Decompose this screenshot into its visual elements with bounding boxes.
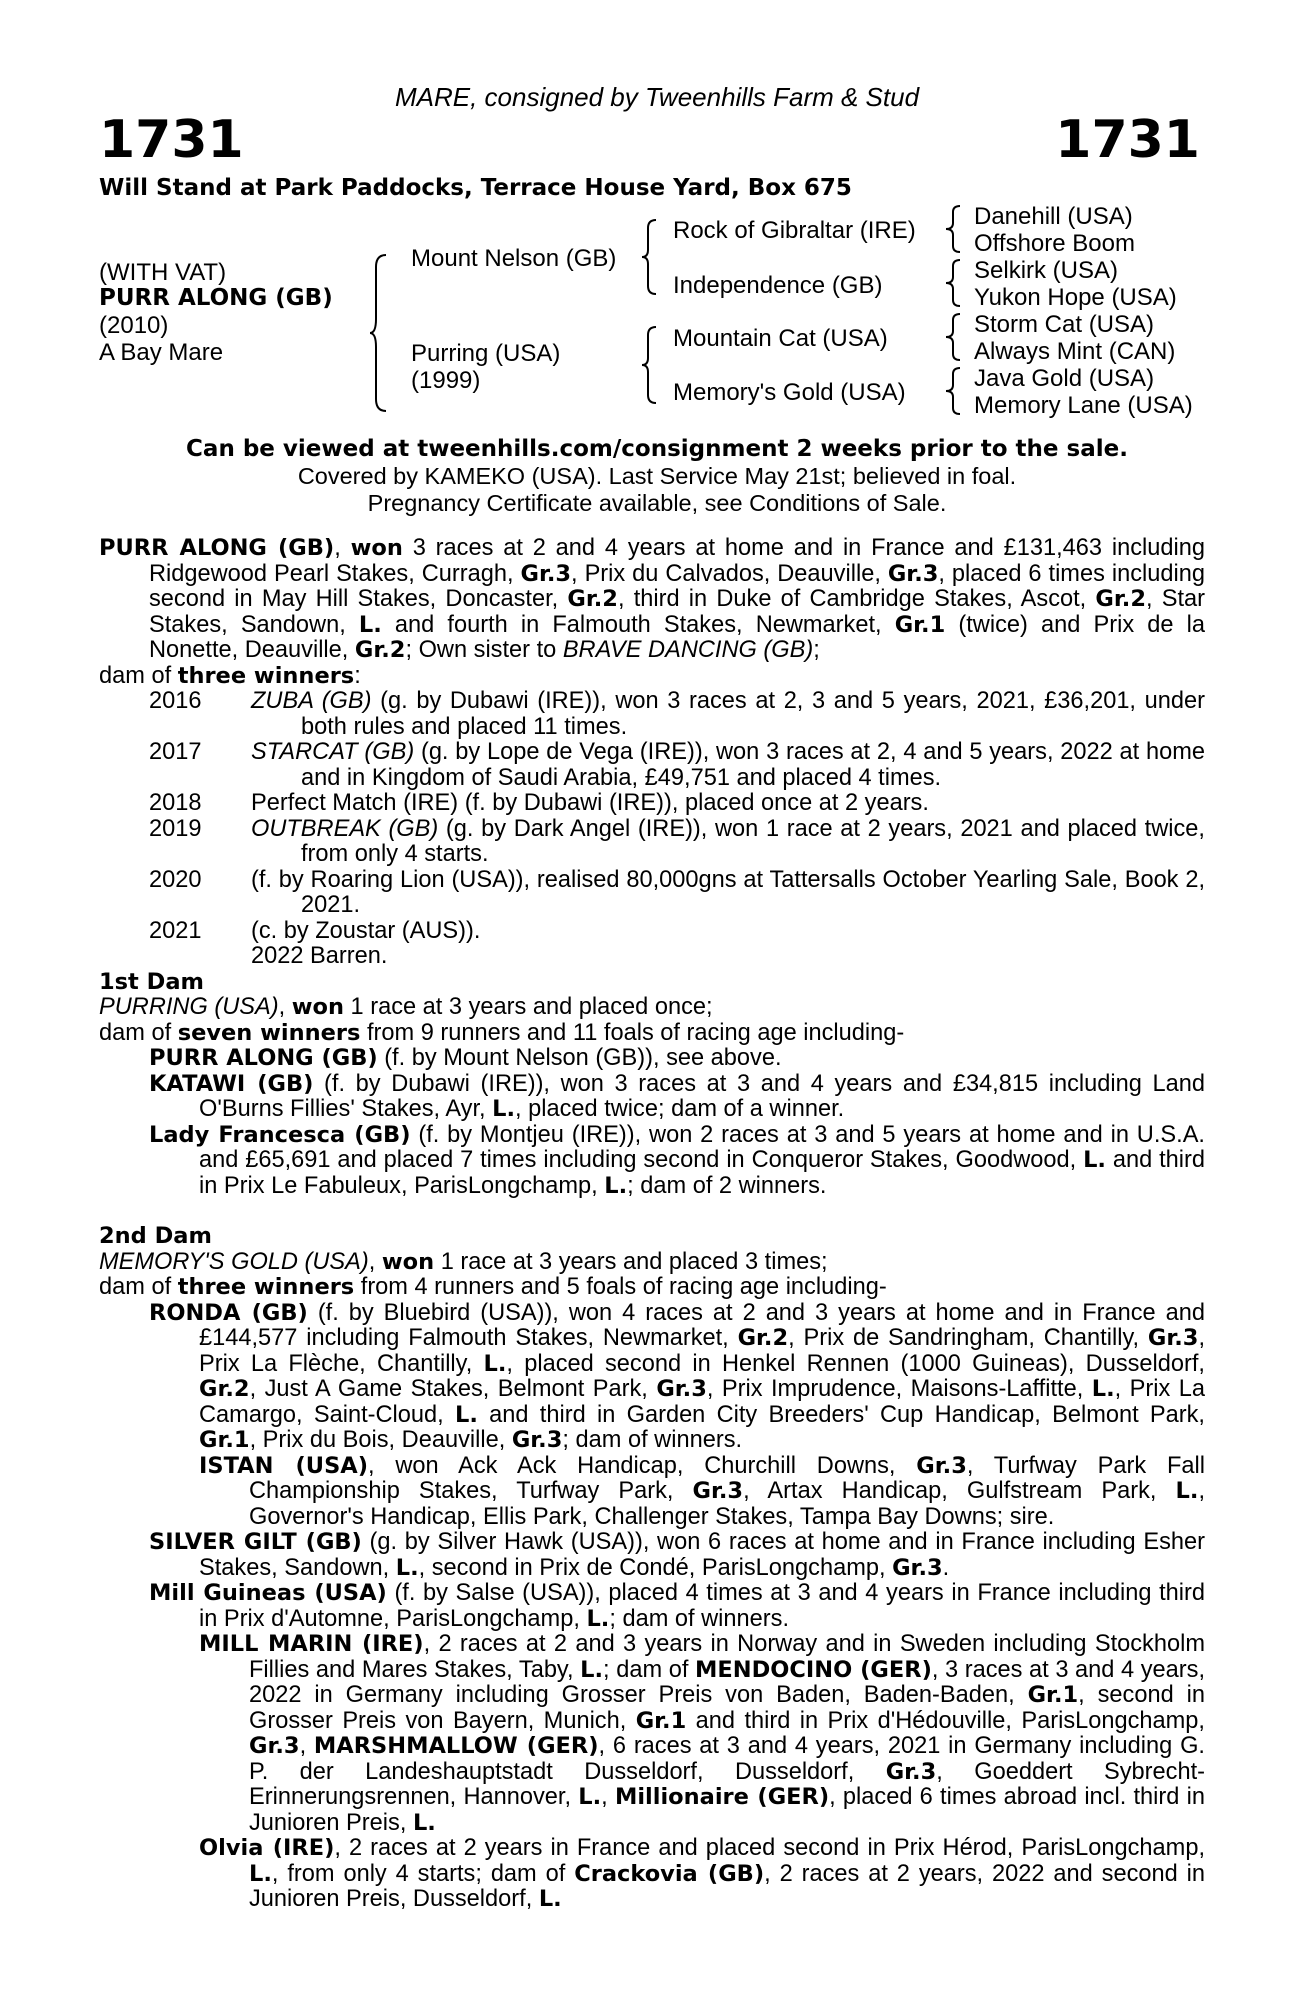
grandsire-3: Mountain Cat (USA)	[673, 325, 888, 352]
progeny-row: 2018 Perfect Match (IRE) (f. by Dubawi (IRE)), placed once at 2 years.	[99, 791, 1205, 817]
vat-note: (WITH VAT)	[99, 259, 227, 286]
second-dam-record: MEMORY'S GOLD (USA), won 1 race at 3 years and placed 3 times;	[99, 1248, 828, 1275]
horse-name: PURR ALONG (GB)	[99, 285, 333, 311]
dam-line-brace	[642, 325, 660, 405]
horse-description: A Bay Mare	[99, 339, 224, 366]
produce-entry: PURR ALONG (GB) (f. by Mount Nelson (GB)), see above.	[149, 1045, 782, 1071]
first-dam-produce: dam of seven winners from 9 runners and 11 foals of racing age including-	[99, 1019, 905, 1046]
progeny-year: 2020	[149, 866, 202, 893]
produce-entry: SILVER GILT (GB) (g. by Silver Hawk (USA)), won 6 races at home and in France including Esher Stakes, Sandown, L., second in Prix de Condé, ParisLongchamp, Gr.3.	[149, 1529, 1205, 1581]
ggs-brace-4	[946, 366, 962, 416]
great-grandsire-7: Java Gold (USA)	[974, 365, 1155, 392]
progeny-row: 2019 OUTBREAK (GB) (g. by Dark Angel (IRE)), won 1 race at 2 years, 2021 and placed twice, from only 4 starts.	[99, 817, 1205, 868]
produce-entry: Mill Guineas (USA) (f. by Salse (USA)), placed 4 times at 3 and 4 years in France including third in Prix d'Automne, ParisLongchamp, L.; dam of winners.	[149, 1580, 1206, 1632]
pregnancy-notice: Pregnancy Certificate available, see Conditions of Sale.	[367, 490, 947, 517]
progeny-year: 2017	[149, 739, 202, 765]
dam-year: (1999)	[411, 367, 481, 394]
lot-number-left: 1731	[99, 110, 244, 170]
dam-name: Purring (USA)	[411, 340, 561, 367]
horse-year: (2010)	[99, 312, 169, 339]
progeny-year: 2018	[149, 790, 202, 816]
produce-entry: KATAWI (GB) (f. by Dubawi (IRE)), won 3 races at 3 and 4 years and £34,815 including Land O'Burns Fillies' Stakes, Ayr, L., placed twice; dam of a winner.	[149, 1070, 1205, 1122]
grandsire-4: Memory's Gold (USA)	[673, 379, 906, 406]
sire-dam-brace	[370, 253, 390, 413]
grandsire-2: Independence (GB)	[673, 272, 883, 299]
sire-line-brace	[642, 218, 660, 296]
great-grandsire-8: Memory Lane (USA)	[974, 392, 1193, 419]
great-grandsire-4: Yukon Hope (USA)	[974, 284, 1177, 311]
second-dam-heading: 2nd Dam	[99, 1223, 212, 1249]
produce-entry: Lady Francesca (GB) (f. by Montjeu (IRE)), won 2 races at 3 and 5 years at home and in U.S.A. and £65,691 and placed 7 times including second in Conqueror Stakes, Goodwood, L. and third in Prix Le Fabuleux, ParisLongchamp, L.; dam of 2 winners.	[149, 1121, 1205, 1199]
first-dam-heading: 1st Dam	[99, 968, 204, 995]
progeny-row: 2017 STARCAT (GB) (g. by Lope de Vega (IRE)), won 3 races at 2, 4 and 5 years, 2022 at home and in Kingdom of Saudi Arabia, £49,751 and placed 4 times.	[99, 740, 1205, 791]
progeny-year: 2021	[149, 917, 202, 944]
progeny-row: 2021 (c. by Zoustar (AUS)).	[99, 919, 1205, 945]
produce-entry: RONDA (GB) (f. by Bluebird (USA)), won 4 races at 2 and 3 years at home and in France and £144,577 including Falmouth Stakes, Newmarket, Gr.2, Prix de Sandringham, Chantilly, Gr.3, Prix La Flèche, Chantilly, L., placed second in Henkel Rennen (1000 Guineas), Dusseldorf, Gr.2, Just A Game Stakes, Belmont Park, Gr.3, Prix Imprudence, Maisons-Laffitte, L., Prix La Camargo, Saint-Cloud, L. and third in Garden City Breeders' Cup Handicap, Belmont Park, Gr.1, Prix du Bois, Deauville, Gr.3; dam of winners.	[149, 1299, 1205, 1453]
great-grandsire-2: Offshore Boom	[974, 230, 1135, 257]
covered-notice: Covered by KAMEKO (USA). Last Service May 21st; believed in foal.	[297, 462, 1017, 489]
ggs-brace-1	[946, 204, 962, 254]
notice-block	[0, 436, 1314, 518]
produce-entry: MILL MARIN (IRE), 2 races at 2 and 3 years in Norway and in Sweden including Stockholm Fillies and Mares Stakes, Taby, L.; dam of MENDOCINO (GER), 3 races at 3 and 4 years, 2022 in Germany including Grosser Preis von Baden, Baden-Baden, Gr.1, second in Grosser Preis von Bayern, Munich, Gr.1 and third in Prix d'Hédouville, ParisLongchamp, Gr.3, MARSHMALLOW (GER), 6 races at 3 and 4 years, 2021 in Germany including G. P. der Landeshauptstadt Dusseldorf, Dusseldorf, Gr.3, Goeddert Sybrecht-Erinnerungsrennen, Hannover, L., Millionaire (GER), placed 6 times abroad incl. third in Junioren Preis, L.	[199, 1631, 1206, 1836]
great-grandsire-3: Selkirk (USA)	[974, 257, 1119, 284]
catalogue-body	[99, 536, 1205, 1913]
sire-name: Mount Nelson (GB)	[411, 245, 617, 272]
dam-of-summary: dam of three winners:	[99, 662, 361, 689]
stand-location: Will Stand at Park Paddocks, Terrace House Yard, Box 675	[99, 175, 852, 201]
progeny-row: 2020 (f. by Roaring Lion (USA)), realised 80,000gns at Tattersalls October Yearling Sale, Book 2, 2021.	[99, 868, 1205, 919]
grandsire-1: Rock of Gibraltar (IRE)	[673, 217, 916, 244]
ggs-brace-2	[946, 258, 962, 308]
lot-number-right: 1731	[1055, 110, 1200, 170]
progeny-year: 2019	[149, 815, 202, 842]
produce-entry: Olvia (IRE), 2 races at 2 years in France and placed second in Prix Hérod, ParisLongchamp, L., from only 4 starts; dam of Crackovia (GB), 2 races at 2 years, 2022 and second in Junioren Preis, Dusseldorf, L.	[199, 1835, 1205, 1912]
first-dam-record: PURRING (USA), won 1 race at 3 years and placed once;	[99, 994, 713, 1020]
second-dam-produce: dam of three winners from 4 runners and 5 foals of racing age including-	[99, 1274, 887, 1300]
ggs-brace-3	[946, 312, 962, 362]
viewing-notice: Can be viewed at tweenhills.com/consignment 2 weeks prior to the sale.	[186, 436, 1128, 462]
consignor-header: MARE, consigned by Tweenhills Farm & Stud	[394, 82, 920, 112]
great-grandsire-6: Always Mint (CAN)	[974, 338, 1176, 365]
progeny-row: 2022 Barren.	[251, 943, 388, 969]
great-grandsire-5: Storm Cat (USA)	[974, 311, 1155, 338]
progeny-row: 2016 ZUBA (GB) (g. by Dubawi (IRE)), won 3 races at 2, 3 and 5 years, 2021, £36,201, under both rules and placed 11 times.	[99, 689, 1205, 740]
horse-record: PURR ALONG (GB), won 3 races at 2 and 4 years at home and in France and £131,463 including Ridgewood Pearl Stakes, Curragh, Gr.3, Prix du Calvados, Deauville, Gr.3, placed 6 times including second in May Hill Stakes, Doncaster, Gr.2, third in Duke of Cambridge Stakes, Ascot, Gr.2, Star Stakes, Sandown, L. and fourth in Falmouth Stakes, Newmarket, Gr.1 (twice) and Prix de la Nonette, Deauville, Gr.2; Own sister to BRAVE DANCING (GB);	[99, 535, 1206, 663]
great-grandsire-1: Danehill (USA)	[974, 203, 1133, 230]
produce-entry: ISTAN (USA), won Ack Ack Handicap, Churchill Downs, Gr.3, Turfway Park Fall Championship Stakes, Turfway Park, Gr.3, Artax Handicap, Gulfstream Park, L., Governor's Handicap, Ellis Park, Challenger Stakes, Tampa Bay Downs; sire.	[199, 1452, 1205, 1530]
progeny-year: 2016	[149, 688, 202, 714]
